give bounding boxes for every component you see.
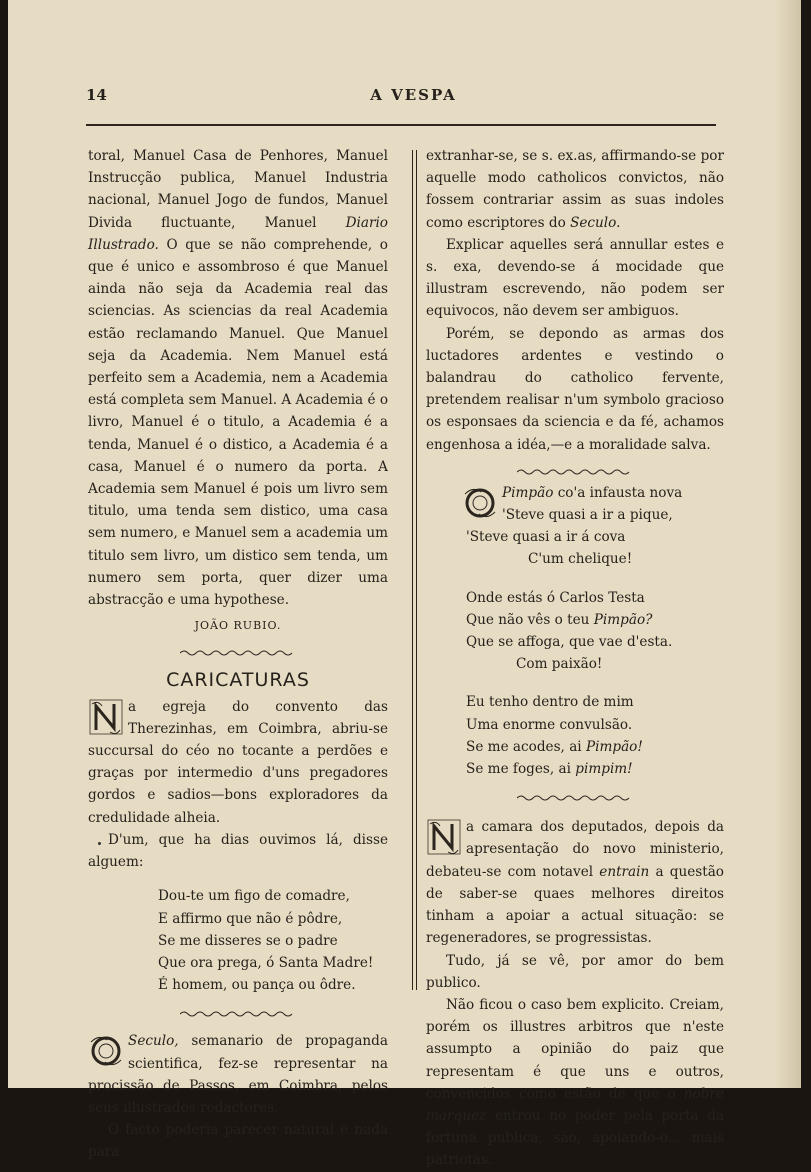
ornament-divider — [88, 1004, 388, 1024]
poem-line: Onde estás ó Carlos Testa — [466, 589, 645, 606]
poem-line: C'um chelique! — [528, 551, 633, 568]
drop-cap-n-icon — [426, 816, 462, 858]
article-paragraph: Explicar aquelles será annullar estes e s. exa, devendo-se á mocidade que illustram escrevendo, não podem ser equivocos, não devem ser ambiguos. — [426, 236, 724, 320]
verse-line: Que ora prega, ó Santa Madre! — [158, 954, 374, 971]
poem-line: Que se affoga, que vae d'esta. — [466, 634, 673, 651]
poem-stanza — [466, 482, 724, 571]
page-number: 14 — [86, 86, 107, 104]
article-paragraph: Tudo, já se vê, por amor do bem publico. — [426, 952, 724, 991]
poem-line: 'Steve quasi a ir a pique, — [502, 507, 673, 524]
article-paragraph: Não ficou o caso bem explicito. Creiam, porém os illustres arbitros que n'este assumpto a opinião do paiz que representam é que uns e outros, convencidos como estão de que o nobre marquez entrou no poder pela porta da fortuna publica, são, apoiando-o... mais patriotas. — [426, 996, 724, 1169]
poem-line: Eu tenho dentro de mim — [466, 694, 634, 711]
poem-line: Com paixão! — [516, 656, 603, 673]
poem-stanza — [466, 691, 724, 780]
ornament-divider — [426, 462, 724, 482]
header-rule — [86, 124, 716, 126]
page — [8, 0, 801, 1169]
verse-line: E affirmo que não é pôdre, — [158, 910, 343, 927]
left-column — [88, 145, 388, 1164]
drop-cap-o-icon — [462, 482, 498, 524]
page-spine-shadow — [775, 0, 801, 1088]
article-paragraph: Porém, se depondo as armas dos luctadores ardentes e vestindo o balandrau do catholico fervente, pretendem realisar n'um symbolo gracioso os esponsaes da sciencia e da fé, achamos engenhosa a idéa,—e a moralidade salva. — [426, 325, 724, 453]
article-paragraph: a camara dos deputados, depois da apresentação do novo ministerio, debateu-se com notavel entrain a questão de saber-se quaes melhores direitos tinham a apoiar a actual situação: se regeneradores, se progressistas. — [426, 816, 724, 949]
poem-line: Que não vês o teu Pimpão? — [466, 611, 653, 628]
verse-line: Se me disseres se o padre — [158, 932, 338, 949]
journal-title: A VESPA — [370, 86, 457, 104]
poem-line: Se me foges, ai pimpim! — [466, 761, 633, 778]
ornament-divider — [426, 788, 724, 808]
verse-line: Dou-te um figo de comadre, — [158, 888, 350, 905]
poem-line: Uma enorme convulsão. — [466, 716, 633, 733]
poem-line: Se me acodes, ai Pimpão! — [466, 738, 643, 755]
article-paragraph: extranhar-se, se s. ex.as, affirmando-se por aquelle modo catholicos convictos, não fossem contrariar assim as suas indoles como escriptores do Seculo. — [426, 148, 724, 231]
verse-line: É homem, ou pança ou ôdre. — [158, 977, 356, 994]
ornament-divider — [88, 643, 388, 663]
article-paragraph: O facto poderia parecer natural e nada para — [88, 1122, 388, 1161]
article-paragraph: toral, Manuel Casa de Penhores, Manuel Instrucção publica, Manuel Industria nacional, Manuel Jogo de fundos, Manuel Divida fluctuante, Manuel Diario Illustrado. O que se não comprehende, o que é unico e assombroso é que Manuel ainda não seja da Academia real das sciencias. As sciencias da real Academia estão reclamando Manuel. Que Manuel seja da Academia. Nem Manuel está perfeito sem a Academia, nem a Academia está completa sem Manuel. A Academia é o livro, Manuel é o titulo, a Academia é a tenda, Manuel é o distico, a Academia é a casa, Manuel é o numero da porta. A Academia sem Manuel é pois um livro sem titulo, uma tenda sem distico, uma casa sem numero, e Manuel sem a academia um titulo sem livro, um distico sem tenda, um numero sem porta, quer dizer uma abstracção e uma hypothese. — [88, 148, 389, 609]
poem-line: 'Steve quasi a ir á cova — [466, 529, 626, 546]
verse-block — [88, 885, 388, 996]
poem-stanza — [466, 587, 724, 676]
poem-line: Pimpão co'a infausta nova — [502, 484, 683, 501]
drop-cap-o-icon — [88, 1030, 124, 1072]
drop-cap-n-icon — [88, 696, 124, 738]
signature: JOÃO RUBIO. — [194, 619, 282, 633]
section-title: CARICATURAS — [166, 669, 310, 692]
right-column — [426, 145, 724, 1172]
column-divider — [412, 150, 417, 990]
article-paragraph: Seculo, semanario de propaganda scientifica, fez-se representar na procissão de Passos, em Coimbra, pelos seus illustrados redactores. — [88, 1030, 388, 1119]
article-paragraph: D'um, que ha dias ouvimos lá, disse alguem: — [88, 831, 388, 871]
poem — [426, 482, 724, 780]
article-paragraph: a egreja do convento das Therezinhas, em Coimbra, abriu-se succursal do céo no tocante a perdões e graças por intermedio d'uns pregadores gordos e sadios—bons exploradores da credulidade alheia. — [88, 696, 388, 829]
